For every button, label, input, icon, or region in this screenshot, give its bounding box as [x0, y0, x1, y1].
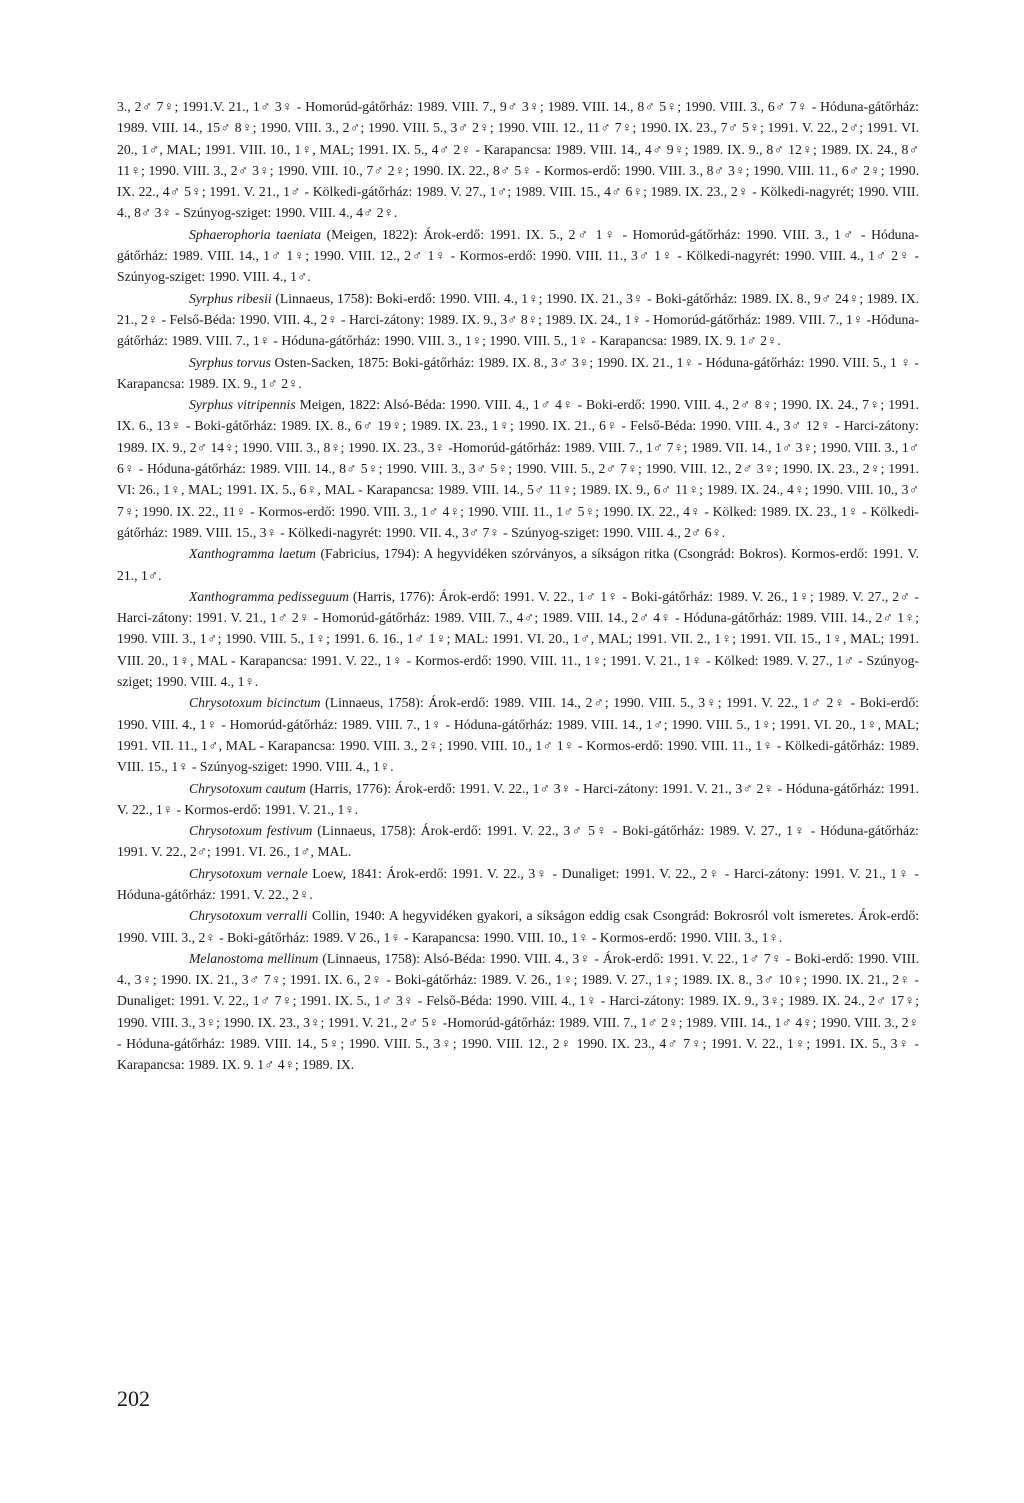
species-entry-chrysotoxum-festivum [117, 820, 919, 863]
species-records: Osten-Sacken, 1875: Boki-gátőrház: 1989. IX. 8., 3♂ 3♀; 1990. IX. 21., 1♀ - Hóduna-gátőrház: 1990. VIII. 5., 1 ♀ - Karapancsa: 1989. IX. 9., 1♂ 2♀. [117, 354, 919, 391]
species-name: Chrysotoxum cautum [189, 780, 306, 796]
species-entry-xanthogramma-laetum [117, 543, 919, 586]
species-name: Chrysotoxum festivum [189, 823, 313, 839]
species-records: Meigen, 1822: Alsó-Béda: 1990. VIII. 4., 1♂ 4♀ - Boki-erdő: 1990. VIII. 4., 2♂ 8♀; 1990. IX. 24., 7♀; 1991. IX. 6., 13♀ - Boki-gátőrház: 1989. IX. 8., 6♂ 19♀; 1989. IX. 23., 1♀; 1990. IX. 21., 6♀ - Felső-Béda: 1990. VIII. 4., 3♂ 12♀ - Harci-zátony: 1989. IX. 9., 2♂ 14♀; 1990. VIII. 3., 8♀; 1990. IX. 23., 3♀ -Homorúd-gátőrház: 1989. VIII. 7., 1♂ 7♀; 1989. VII. 14., 1♂ 3♀; 1990. VIII. 3., 1♂ 6♀ - Hóduna-gátőrház: 1989. VIII. 14., 8♂ 5♀; 1990. VIII. 3., 3♂ 5♀; 1990. VIII. 5., 2♂ 7♀; 1990. VIII. 12., 2♂ 3♀; 1990. IX. 23., 2♀; 1991. VI: 26., 1♀, MAL; 1991. IX. 5., 6♀, MAL - Karapancsa: 1989. VIII. 14., 5♂ 11♀; 1989. IX. 9., 6♂ 11♀; 1989. IX. 24., 4♀; 1990. VIII. 10., 3♂ 7♀; 1990. IX. 22., 11♀ - Kormos-erdő: 1990. VIII. 3., 1♂ 4♀; 1990. VIII. 11., 1♂ 5♀; 1990. IX. 22., 4♀ - Kölked: 1989. IX. 23., 1♀ - Kölkedi-gátőrház: 1989. VIII. 15., 3♀ - Kölkedi-nagyrét: 1990. VII. 4., 3♂ 7♀ - Szúnyog-sziget: 1990. VIII. 4., 2♂ 6♀. [117, 397, 919, 540]
species-name: Syrphus ribesii [189, 290, 272, 306]
species-entry-syrphus-torvus [117, 352, 919, 395]
species-name: Melanostoma mellinum [189, 950, 319, 966]
species-entry-sphaerophoria-taeniata [117, 224, 919, 288]
species-entry-syrphus-vitripennis [117, 394, 919, 543]
species-entry-melanostoma-mellinum [117, 948, 919, 1076]
page-number: 202 [117, 1386, 150, 1411]
species-records: (Meigen, 1822): Árok-erdő: 1991. IX. 5., 2♂ 1♀ - Homorúd-gátőrház: 1990. VIII. 3., 1♂ - Hóduna-gátőrház: 1989. VIII. 14., 1♂ 1♀; 1990. VIII. 12., 2♂ 1♀ - Kormos-erdő: 1990. VIII. 11., 3♂ 1♀ - Kölkedi-nagyrét: 1990. VIII. 4., 1♂ 2♀ - Szúnyog-sziget: 1990. VIII. 4., 1♂. [117, 226, 920, 285]
continued-record-paragraph: 3., 2♂ 7♀; 1991.V. 21., 1♂ 3♀ - Homorúd-gátőrház: 1989. VIII. 7., 9♂ 3♀; 1989. VIII. 14., 8♂ 5♀; 1990. VIII. 3., 6♂ 7♀ - Hóduna-gátőrház: 1989. VIII. 14., 15♂ 8♀; 1990. VIII. 3., 2♂; 1990. VIII. 5., 3♂ 2♀; 1990. VIII. 12., 11♂ 7♀; 1990. IX. 23., 7♂ 5♀; 1991. V. 22., 2♂; 1991. VI. 20., 1♂, MAL; 1991. VIII. 10., 1♀, MAL; 1991. IX. 5., 4♂ 2♀ - Karapancsa: 1989. VIII. 14., 4♂ 9♀; 1989. IX. 9., 8♂ 12♀; 1989. IX. 24., 8♂ 11♀; 1990. VIII. 3., 2♂ 3♀; 1990. VIII. 10., 7♂ 2♀; 1990. IX. 22., 8♂ 5♀ - Kormos-erdő: 1990. VIII. 3., 8♂ 3♀; 1990. VIII. 11., 6♂ 2♀; 1990. IX. 22., 4♂ 5♀; 1991. V. 21., 1♂ - Kölkedi-gátőrház: 1989. V. 27., 1♂; 1989. VIII. 15., 4♂ 6♀; 1989. IX. 23., 2♀ - Kölkedi-nagyrét; 1990. VIII. 4., 8♂ 3♀ - Szúnyog-sziget: 1990. VIII. 4., 4♂ 2♀. [117, 99, 919, 221]
species-name: Xanthogramma laetum [189, 546, 316, 562]
species-name: Syrphus torvus [189, 354, 271, 370]
species-entry-chrysotoxum-vernale [117, 863, 919, 906]
species-record-text [117, 96, 919, 1076]
species-name: Chrysotoxum vernale [189, 865, 308, 881]
species-name: Chrysotoxum verralli [189, 908, 308, 924]
species-records: Collin, 1940: A hegyvidéken gyakori, a síkságon eddig csak Csongrád: Bokrosról volt ismeretes. Árok-erdő: 1990. VIII. 3., 2♀ - Boki-gátőrház: 1989. V 26., 1♀ - Karapancsa: 1990. VIII. 10., 1♀ - Kormos-erdő: 1990. VIII. 3., 1♀. [117, 908, 919, 945]
species-records: (Fabricius, 1794): A hegyvidéken szórványos, a síkságon ritka (Csongrád: Bokros). Kormos-erdő: 1991. V. 21., 1♂. [117, 546, 919, 583]
species-records: (Linnaeus, 1758): Árok-erdő: 1991. V. 22., 3♂ 5♀ - Boki-gátőrház: 1989. V. 27., 1♀ - Hóduna-gátőrház: 1991. V. 22., 2♂; 1991. VI. 26., 1♂, MAL. [117, 823, 919, 860]
species-records: (Linnaeus, 1758): Árok-erdő: 1989. VIII. 14., 2♂; 1990. VIII. 5., 3♀; 1991. V. 22., 1♂ 2♀ - Boki-erdő: 1990. VIII. 4., 1♀ - Homorúd-gátőrház: 1989. VIII. 7., 1♀ - Hóduna-gátőrház: 1989. VIII. 14., 1♂; 1990. VIII. 5., 1♀; 1991. VI. 20., 1♀, MAL; 1991. VII. 11., 1♂, MAL - Karapancsa: 1990. VIII. 3., 2♀; 1990. VIII. 10., 1♂ 1♀ - Kormos-erdő: 1990. VIII. 11., 1♀ - Kölkedi-gátőrház: 1989. VIII. 15., 1♀ - Szúnyog-sziget: 1990. VIII. 4., 1♀. [117, 695, 919, 775]
species-entry-chrysotoxum-verralli [117, 905, 919, 948]
species-entry-chrysotoxum-cautum [117, 778, 919, 821]
species-name: Chrysotoxum bicinctum [189, 695, 321, 711]
species-records: (Harris, 1776): Árok-erdő: 1991. V. 22., 1♂ 1♀ - Boki-gátőrház: 1989. V. 26., 1♀; 1989. V. 27., 2♂ - Harci-zátony: 1991. V. 21., 1♂ 2♀ - Homorúd-gátőrház: 1989. VIII. 7., 4♂; 1989. VIII. 14., 2♂ 4♀ - Hóduna-gátőrház: 1989. VIII. 14., 2♂ 1♀; 1990. VIII. 3., 1♂; 1990. VIII. 5., 1♀; 1991. 6. 16., 1♂ 1♀; MAL: 1991. VI. 20., 1♂, MAL; 1991. VII. 2., 1♀; 1991. VII. 15., 1♀, MAL; 1991. VIII. 20., 1♀, MAL - Karapancsa: 1991. V. 22., 1♀ - Kormos-erdő: 1990. VIII. 11., 1♀; 1991. V. 21., 1♀ - Kölked: 1989. V. 27., 1♂ - Szúnyog-sziget; 1990. VIII. 4., 1♀. [117, 588, 919, 690]
species-records: (Linnaeus, 1758): Boki-erdő: 1990. VIII. 4., 1♀; 1990. IX. 21., 3♀ - Boki-gátőrház: 1989. IX. 8., 9♂ 24♀; 1989. IX. 21., 2♀ - Felső-Béda: 1990. VIII. 4., 2♀ - Harci-zátony: 1989. IX. 9., 3♂ 8♀; 1989. IX. 24., 1♀ - Homorúd-gátőrház: 1989. VIII. 7., 1♀ -Hóduna-gátőrház: 1989. VIII. 7., 1♀ - Hóduna-gátőrház: 1990. VIII. 3., 1♀; 1990. VIII. 5., 1♀ - Karapancsa: 1989. IX. 9. 1♂ 2♀. [117, 290, 919, 349]
species-entry-syrphus-ribesii [117, 288, 919, 352]
species-entry-xanthogramma-pedisseguum [117, 586, 919, 692]
species-entry-chrysotoxum-bicinctum [117, 692, 919, 777]
species-name: Syrphus vitripennis [189, 397, 296, 413]
species-records: Loew, 1841: Árok-erdő: 1991. V. 22., 3♀ - Dunaliget: 1991. V. 22., 2♀ - Harci-zátony: 1991. V. 21., 1♀ - Hóduna-gátőrház: 1991. V. 22., 2♀. [117, 865, 919, 902]
species-records: (Harris, 1776): Árok-erdő: 1991. V. 22., 1♂ 3♀ - Harci-zátony: 1991. V. 21., 3♂ 2♀ - Hóduna-gátőrház: 1991. V. 22., 1♀ - Kormos-erdő: 1991. V. 21., 1♀. [117, 780, 919, 817]
species-name: Xanthogramma pedisseguum [189, 588, 349, 604]
species-records: (Linnaeus, 1758): Alsó-Béda: 1990. VIII. 4., 3♀ - Árok-erdő: 1991. V. 22., 1♂ 7♀ - Boki-erdő: 1990. VIII. 4., 3♀; 1990. IX. 21., 3♂ 7♀; 1991. IX. 6., 2♀ - Boki-gátőrház: 1989. V. 26., 1♀; 1989. V. 27., 1♀; 1989. IX. 8., 3♂ 10♀; 1990. IX. 21., 2♀ -Dunaliget: 1991. V. 22., 1♂ 7♀; 1991. IX. 5., 1♂ 3♀ - Felső-Béda: 1990. VIII. 4., 1♀ - Harci-zátony: 1989. IX. 9., 3♀; 1989. IX. 24., 2♂ 17♀; 1990. VIII. 3., 3♀; 1990. IX. 23., 3♀; 1991. V. 21., 2♂ 5♀ -Homorúd-gátőrház: 1989. VIII. 7., 1♂ 2♀; 1989. VIII. 14., 1♂ 4♀; 1990. VIII. 3., 2♀ - Hóduna-gátőrház: 1989. VIII. 14., 5♀; 1990. VIII. 5., 3♀; 1990. VIII. 12., 2♀ 1990. IX. 23., 4♂ 7♀; 1991. V. 22., 1♀; 1991. IX. 5., 3♀ - Karapancsa: 1989. IX. 9. 1♂ 4♀; 1989. IX. [117, 950, 919, 1073]
species-name: Sphaerophoria taeniata [189, 226, 322, 242]
